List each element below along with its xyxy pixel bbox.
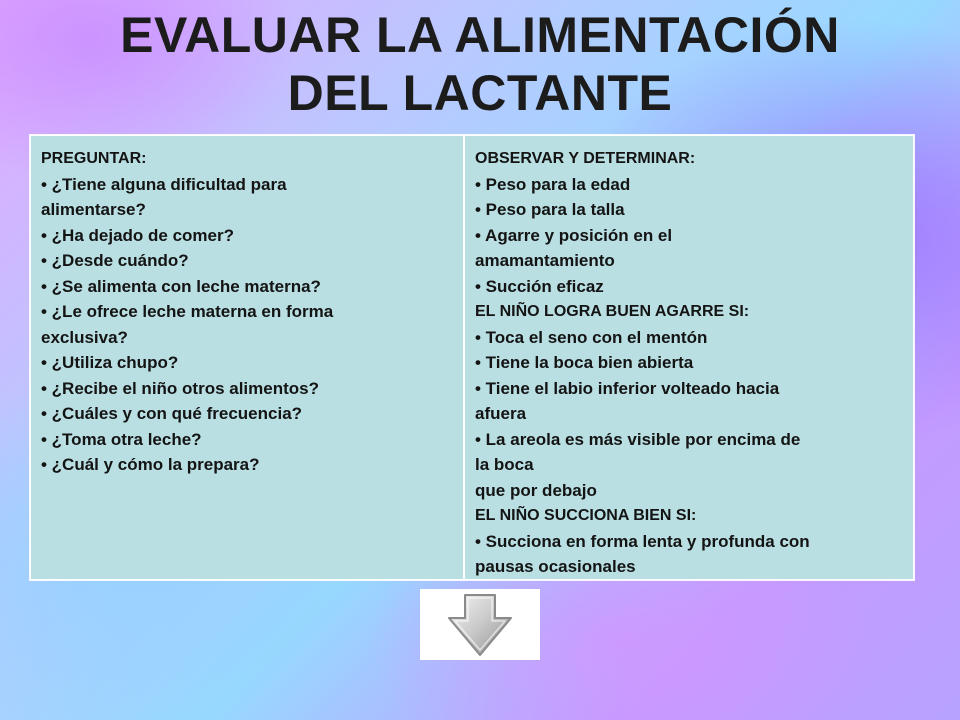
list-item: • ¿Utiliza chupo?	[41, 353, 179, 372]
list-item: la boca	[475, 455, 534, 474]
preguntar-column	[31, 136, 465, 579]
list-item: • Tiene la boca bien abierta	[475, 353, 694, 372]
list-item: • Succión eficaz	[475, 276, 604, 296]
list-item: • ¿Cuáles y con qué frecuencia?	[41, 404, 303, 423]
list-item: • ¿Toma otra leche?	[41, 429, 202, 449]
slide-title-line-1: EVALUAR LA ALIMENTACIÓN	[120, 7, 840, 63]
list-item: • ¿Ha dejado de comer?	[41, 225, 234, 245]
list-item: afuera	[475, 404, 527, 423]
down-arrow-icon	[445, 592, 515, 658]
list-item: exclusiva?	[41, 327, 128, 347]
list-item: • ¿Desde cuándo?	[41, 251, 189, 270]
slide-title-line-2: DEL LACTANTE	[287, 65, 673, 121]
list-item: • ¿Le ofrece leche materna en forma	[41, 302, 334, 321]
list-item: • ¿Se alimenta con leche materna?	[41, 276, 321, 296]
succiona-subheading: EL NIÑO SUCCIONA BIEN SI:	[475, 507, 697, 524]
list-item: • ¿Recibe el niño otros alimentos?	[41, 378, 319, 398]
preguntar-heading: PREGUNTAR:	[41, 150, 147, 167]
list-item: • Toca el seno con el mentón	[475, 327, 708, 347]
content-table	[30, 135, 914, 580]
observar-column	[465, 136, 913, 579]
list-item: amamantamiento	[475, 251, 615, 270]
list-item: • Succiona en forma lenta y profunda con	[475, 531, 810, 551]
slide-title	[0, 6, 960, 122]
next-slide-button[interactable]	[420, 589, 540, 660]
list-item: • La areola es más visible por encima de	[475, 429, 801, 449]
observar-heading: OBSERVAR Y DETERMINAR:	[475, 150, 696, 167]
list-item: • Agarre y posición en el	[475, 225, 673, 245]
list-item: • ¿Tiene alguna dificultad para	[41, 174, 287, 194]
list-item: • Peso para la edad	[475, 174, 631, 194]
list-item: pausas ocasionales	[475, 557, 636, 576]
agarre-subheading: EL NIÑO LOGRA BUEN AGARRE SI:	[475, 303, 750, 320]
list-item: • Tiene el labio inferior volteado hacia	[475, 378, 780, 398]
list-item: alimentarse?	[41, 200, 146, 219]
list-item: que por debajo	[475, 480, 597, 500]
list-item: • Peso para la talla	[475, 200, 625, 219]
list-item: • ¿Cuál y cómo la prepara?	[41, 455, 260, 474]
